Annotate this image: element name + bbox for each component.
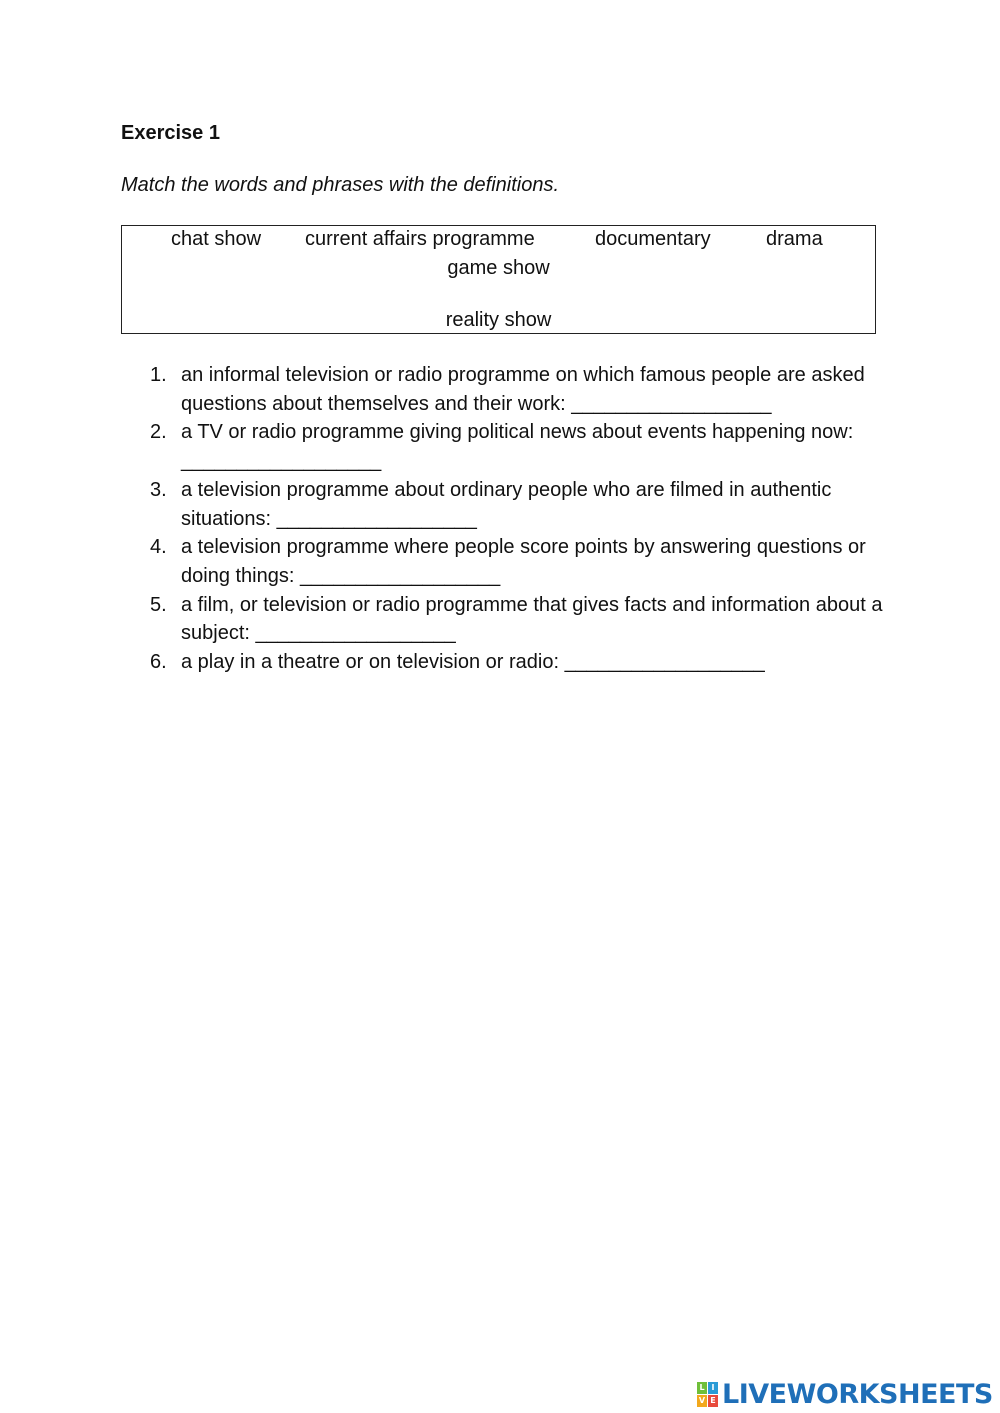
answer-blank[interactable]: __________________ [571, 392, 772, 415]
question-text: a television programme where people score points by answering questions or doing things: [181, 536, 866, 587]
answer-blank[interactable]: __________________ [255, 622, 456, 645]
question-item [150, 648, 890, 677]
question-number: 3. [150, 478, 167, 501]
question-text: a television programme about ordinary people who are filmed in authentic situations: [181, 478, 832, 530]
logo-text: LIVEWORKSHEETS [722, 1379, 993, 1410]
answer-blank[interactable]: __________________ [564, 651, 765, 674]
question-number: 2. [150, 421, 167, 444]
answer-blank[interactable]: __________________ [276, 507, 477, 530]
question-list [150, 361, 890, 677]
logo-mark-letter: I [708, 1382, 718, 1394]
question-number: 6. [150, 651, 167, 674]
logo-mark-icon [697, 1382, 719, 1408]
logo-mark-letter: E [708, 1395, 718, 1407]
question-text: a play in a theatre or on television or radio: [181, 651, 559, 674]
question-item [150, 418, 890, 475]
word-chip-current-affairs-programme: current affairs programme [305, 228, 535, 250]
liveworksheets-logo [697, 1379, 993, 1410]
logo-mark-letter: V [698, 1395, 706, 1405]
logo-mark-letter: L [697, 1382, 707, 1394]
question-item [150, 591, 890, 648]
exercise-title: Exercise 1 [121, 122, 220, 144]
word-chip-drama: drama [766, 228, 823, 250]
word-chip-game-show: game show [447, 257, 550, 279]
word-chip-reality-show: reality show [445, 309, 552, 331]
answer-blank[interactable]: __________________ [299, 564, 501, 587]
question-item [150, 361, 890, 418]
question-text: a TV or radio programme giving political news about events happening now: [181, 421, 854, 444]
word-chip-documentary: documentary [595, 228, 711, 250]
question-number: 5. [150, 593, 167, 616]
word-box [121, 225, 876, 334]
question-item [150, 476, 890, 533]
exercise-instruction: Match the words and phrases with the definitions. [121, 174, 560, 196]
question-text: a film, or television or radio programme that gives facts and information about a subject: [181, 593, 883, 645]
question-item [150, 533, 890, 590]
word-chip-chat-show: chat show [171, 228, 262, 250]
question-text: an informal television or radio programme on which famous people are asked questions about themselves and their work: [181, 364, 865, 415]
question-number: 4. [150, 536, 167, 559]
answer-blank[interactable]: __________________ [181, 450, 382, 473]
question-number: 1. [150, 364, 167, 386]
